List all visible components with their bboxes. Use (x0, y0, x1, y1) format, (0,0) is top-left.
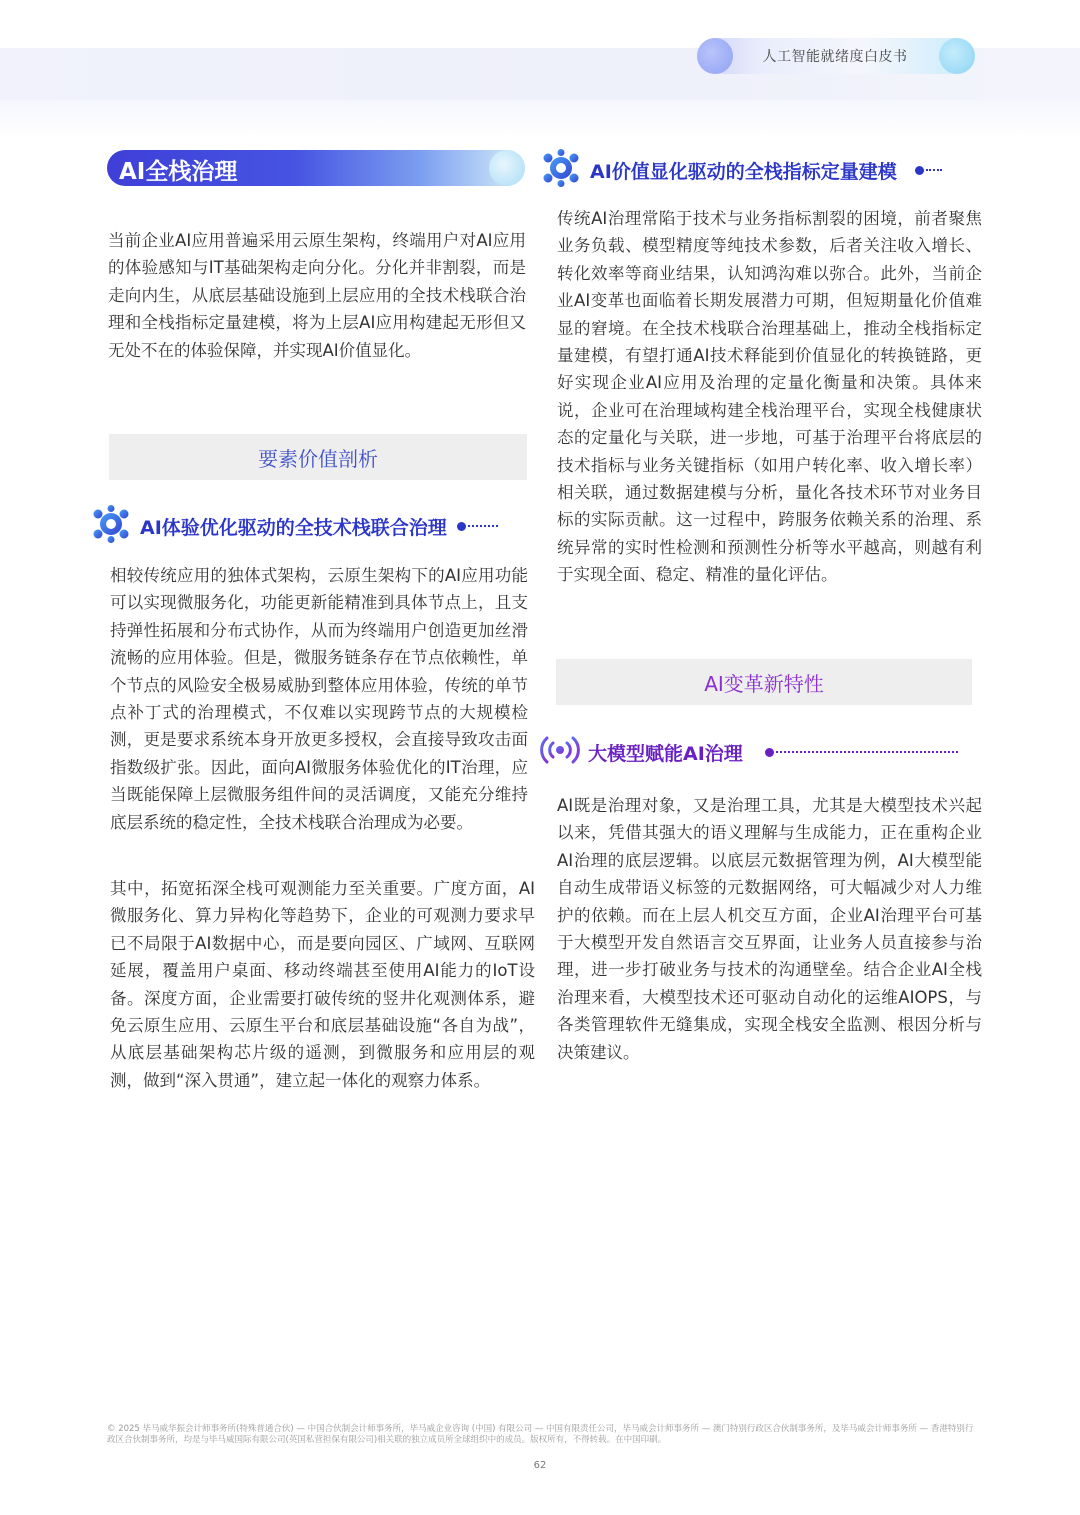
banner-cap (489, 150, 525, 186)
header-fade (0, 100, 1080, 140)
subhead-dotted-line (776, 751, 958, 753)
header-dot-right (939, 38, 975, 74)
document-title: 人工智能就绪度白皮书 (762, 49, 908, 65)
subhead-text: 大模型赋能AI治理 (588, 742, 743, 765)
subhead-dot (915, 166, 924, 175)
network-globe-icon (540, 149, 582, 191)
subhead-dot (457, 522, 466, 531)
page-number: 62 (533, 1460, 547, 1471)
subhead-quantitative-modeling (540, 152, 942, 188)
subhead-llm-governance (540, 734, 958, 770)
header-pill (697, 38, 973, 74)
box-ai-transformation-features (556, 659, 972, 705)
intro-paragraph: 当前企业AI应用普遍采用云原生架构，终端用户对AI应用的体验感知与IT基础架构走向分化。分化并非割裂，而是走向内生，从底层基础设施到上层应用的全技术栈联合治理和全栈指标定量建模，将为上层AI应用构建起无形但又无处不在的体验保障，并实现AI价值显化。 (108, 231, 526, 360)
paragraph-observability: 其中，拓宽拓深全栈可观测能力至关重要。广度方面，AI微服务化、算力异构化等趋势下，企业的可观测力要求早已不局限于AI数据中心，而是要向园区、广域网、互联网延展，覆盖用户桌面、移动终端甚至使用AI能力的IoT设备。深度方面，企业需要打破传统的竖井化观测体系，避免云原生应用、云原生平台和底层基础设施“各自为战”，从底层基础架构芯片级的遥测，到微服务和应用层的观测，做到“深入贯通”，建立起一体化的观察力体系。 (110, 879, 535, 1090)
subhead-text: AI体验优化驱动的全技术栈联合治理 (140, 516, 447, 539)
paragraph-llm-governance: AI既是治理对象，又是治理工具，尤其是大模型技术兴起以来，凭借其强大的语义理解与生成能力，正在重构企业AI治理的底层逻辑。以底层元数据管理为例，AI大模型能自动生成带语义标签的元数据网络，可大幅减少对人力维护的依赖。而在上层人机交互方面，企业AI治理平台可基于大模型开发自然语言交互界面，让业务人员直接参与治理，进一步打破业务与技术的沟通壁垒。结合企业AI全栈治理来看，大模型技术还可驱动自动化的运维AIOPS，与各类管理软件无缝集成，实现全栈安全监测、根因分析与决策建议。 (557, 796, 982, 1062)
paragraph-microservices: 相较传统应用的独体式架构，云原生架构下的AI应用功能可以实现微服务化，功能更新能精准到具体节点上，且支持弹性拓展和分布式协作，从而为终端用户创造更加丝滑流畅的应用体验。但是，微服务链条存在节点依赖性，单个节点的风险安全极易威胁到整体应用体验，传统的单节点补丁式的治理模式，不仅难以实现跨节点的大规模检测，更是要求系统本身开放更多授权，会直接导致攻击面指数级扩张。因此，面向AI微服务体验优化的IT治理，应当既能保障上层微服务组件间的灵活调度，又能充分维持底层系统的稳定性，全技术栈联合治理成为必要。 (110, 566, 528, 832)
network-globe-icon (90, 505, 132, 547)
subhead-text: AI价值显化驱动的全栈指标定量建模 (590, 160, 897, 183)
subhead-dotted-line (926, 169, 942, 171)
box-label: 要素价值剖析 (258, 446, 378, 471)
subhead-dot (765, 748, 774, 757)
section-banner (107, 150, 525, 186)
section-title: AI全栈治理 (119, 159, 238, 185)
header-dot-left (697, 38, 733, 74)
broadcast-icon (540, 732, 580, 772)
box-element-value-analysis (109, 434, 527, 480)
footer-legal: © 2025 毕马威华振会计师事务所(特殊普通合伙) — 中国合伙制会计师事务所，毕马威企业咨询 (中国) 有限公司 — 中国有限责任公司，毕马威会计师事务所 — 澳门特别行政区合伙制事务所，及毕马威会计师事务所 — 香港特别行政区合伙制事务所，均是与毕马威国际有限公司(英国私营担保有限公司)相关联的独立成员所全球组织中的成员。版权所有，不得转载。在中国印刷。 (107, 1424, 974, 1445)
paragraph-value-modeling: 传统AI治理常陷于技术与业务指标割裂的困境，前者聚焦业务负载、模型精度等纯技术参数，后者关注收入增长、转化效率等商业结果，认知鸿沟难以弥合。此外，当前企业AI变革也面临着长期发展潜力可期，但短期量化价值难显的窘境。在全技术栈联合治理基础上，推动全栈指标定量建模，有望打通AI技术释能到价值显化的转换链路，更好实现企业AI应用及治理的定量化衡量和决策。具体来说，企业可在治理域构建全栈治理平台，实现全栈健康状态的定量化与关联，进一步地，可基于治理平台将底层的技术指标与业务关键指标（如用户转化率、收入增长率）相关联，通过数据建模与分析，量化各技术环节对业务目标的实际贡献。这一过程中，跨服务依赖关系的治理、系统异常的实时性检测和预测性分析等水平越高，则越有利于实现全面、稳定、精准的量化评估。 (557, 209, 982, 585)
subhead-experience-governance (90, 508, 498, 544)
subhead-dotted-line (468, 525, 498, 527)
box-label: AI变革新特性 (704, 671, 824, 696)
